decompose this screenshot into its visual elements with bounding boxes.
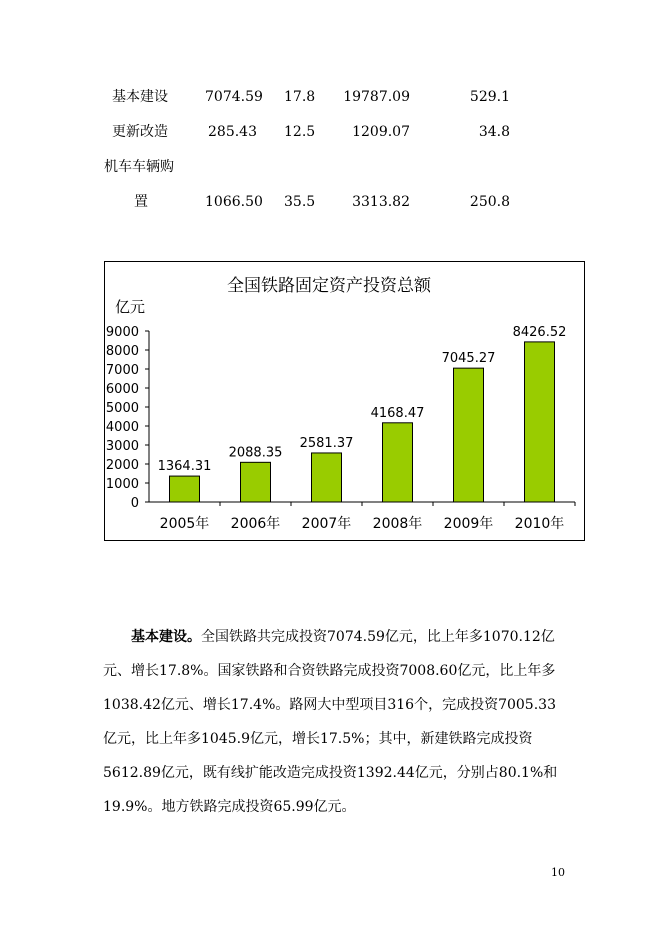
cell-value: 250.8 xyxy=(469,194,510,210)
row-label: 置 xyxy=(134,194,148,210)
cell-value: 1209.07 xyxy=(352,124,410,140)
y-tick-label: 0 xyxy=(130,496,139,511)
page-number: 10 xyxy=(551,866,565,879)
bar-value-label: 1364.31 xyxy=(157,459,212,475)
bar xyxy=(383,423,413,502)
y-tick-label: 9000 xyxy=(105,325,139,340)
cell-value: 529.1 xyxy=(469,89,510,105)
y-tick-label: 8000 xyxy=(105,344,139,359)
cell-value: 285.43 xyxy=(208,124,257,140)
x-tick-label: 2010年 xyxy=(514,516,565,532)
bar-value-label: 2581.37 xyxy=(299,435,354,451)
bar-value-label: 2088.35 xyxy=(228,445,283,461)
x-tick-label: 2008年 xyxy=(372,516,423,532)
paragraph-lead: 基本建设。 xyxy=(131,629,201,645)
y-tick-label: 4000 xyxy=(105,420,139,435)
x-tick-label: 2005年 xyxy=(159,516,210,532)
bar xyxy=(454,368,484,502)
bar xyxy=(170,476,200,502)
cell-value: 19787.09 xyxy=(343,89,410,105)
y-tick-label: 6000 xyxy=(105,382,139,397)
y-tick-label: 5000 xyxy=(105,401,139,416)
y-axis-label: 亿元 xyxy=(115,298,146,316)
row-label: 基本建设 xyxy=(112,89,168,105)
cell-value: 3313.82 xyxy=(352,194,410,210)
cell-value: 34.8 xyxy=(478,124,510,140)
cell-value: 7074.59 xyxy=(205,89,263,105)
row-label: 更新改造 xyxy=(112,124,168,140)
body-paragraph xyxy=(103,620,563,824)
y-tick-label: 2000 xyxy=(105,458,139,473)
bar-value-label: 4168.47 xyxy=(370,405,425,421)
bars xyxy=(158,325,567,532)
chart-title: 全国铁路固定资产投资总额 xyxy=(227,276,431,296)
cell-value: 17.8 xyxy=(284,89,316,105)
x-tick-label: 2006年 xyxy=(230,516,281,532)
paragraph-body: 全国铁路共完成投资7074.59亿元，比上年多1070.12亿元、增长17.8%。国家铁路和合资铁路完成投资7008.60亿元，比上年多1038.42亿元、增长17.4%。路网大中型项目316个，完成投资7005.33亿元，比上年多1045.9亿元，增长17.5%；其中，新建铁路完成投资5612.89亿元，既有线扩能改造完成投资1392.44亿元，分别占80.1%和19.9%。地方铁路完成投资65.99亿元。 xyxy=(103,629,558,815)
bar xyxy=(525,342,555,502)
x-tick-label: 2007年 xyxy=(301,516,352,532)
cell-value: 1066.50 xyxy=(205,194,263,210)
y-tick-label: 7000 xyxy=(105,363,139,378)
cell-value: 12.5 xyxy=(284,124,316,140)
bar-value-label: 7045.27 xyxy=(441,351,496,367)
bar-value-label: 8426.52 xyxy=(512,324,567,340)
y-tick-label: 1000 xyxy=(105,477,139,492)
bar xyxy=(312,453,342,502)
cell-value: 35.5 xyxy=(284,194,316,210)
y-tick-label: 3000 xyxy=(105,439,139,454)
row-label: 机车车辆购 xyxy=(104,159,174,175)
chart-canvas xyxy=(105,262,584,540)
bar-chart xyxy=(104,261,585,541)
bar xyxy=(241,462,271,502)
x-tick-label: 2009年 xyxy=(443,516,494,532)
